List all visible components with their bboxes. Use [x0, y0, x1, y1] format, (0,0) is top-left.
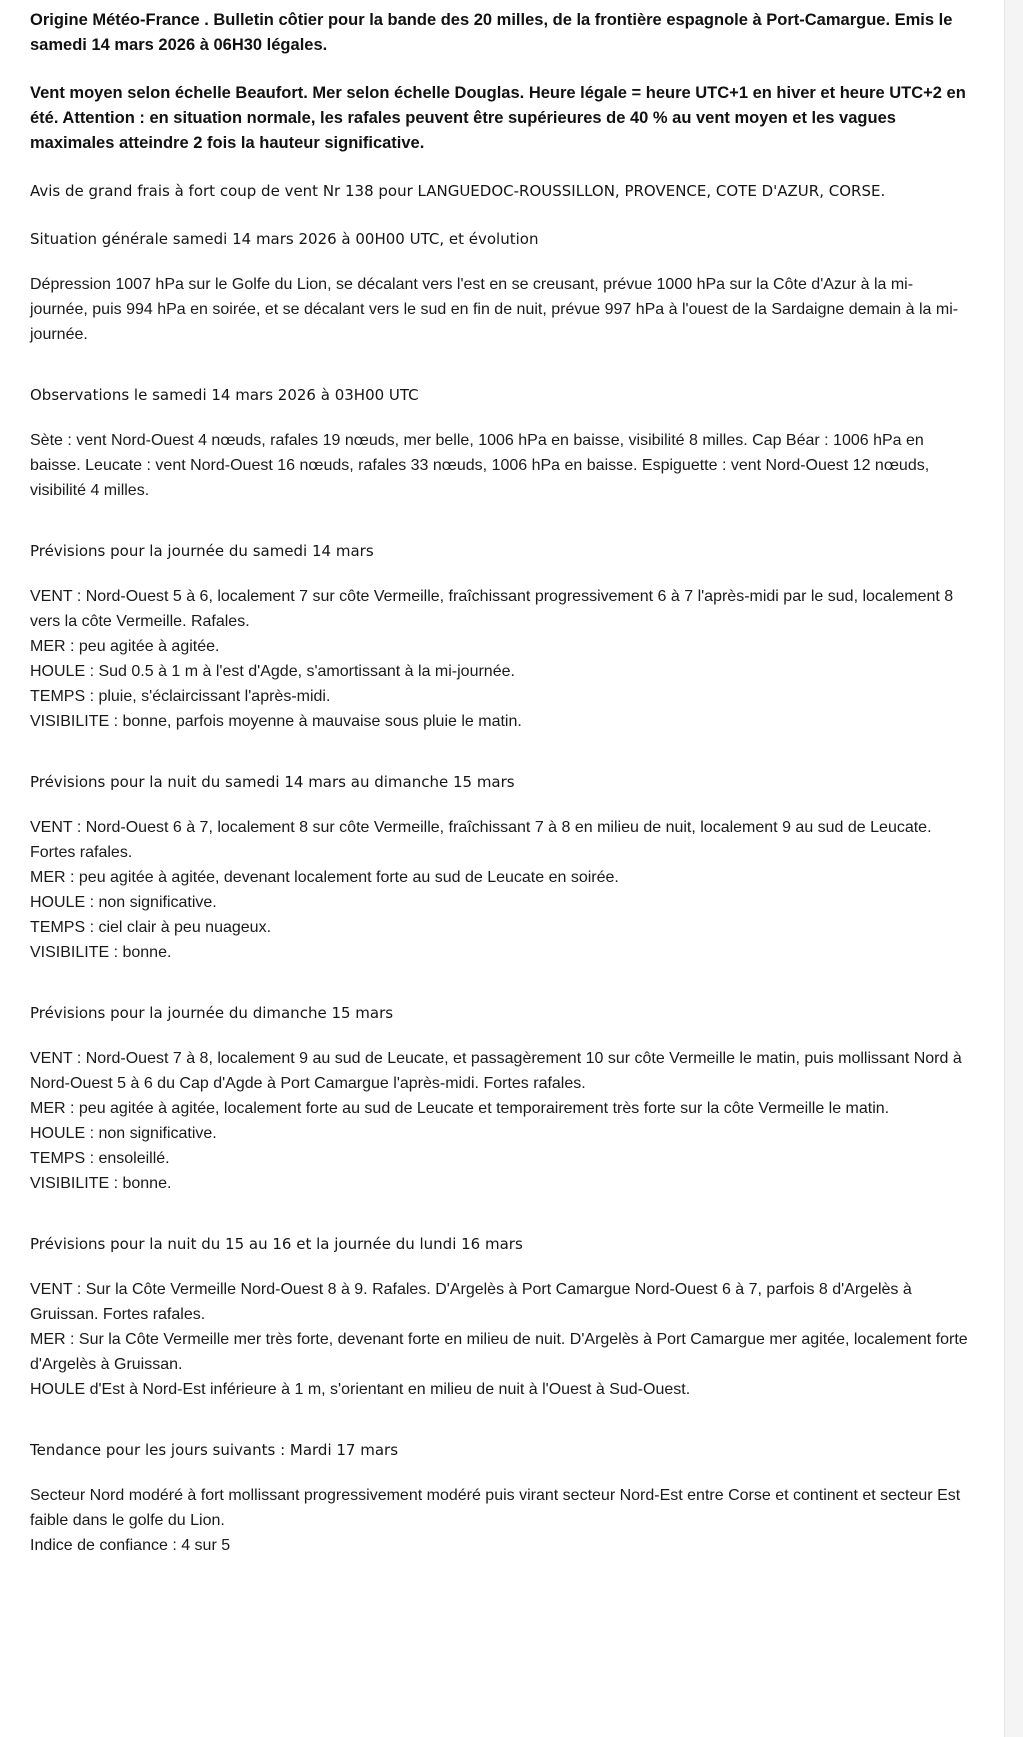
section-forecast-sunday-day: [30, 1001, 970, 1196]
forecast-houle: HOULE : non significative.: [30, 1125, 217, 1142]
forecast-mer: MER : peu agitée à agitée, localement forte au sud de Leucate et temporairement très forte sur la côte Vermeille le matin.: [30, 1100, 890, 1117]
situation-text: Dépression 1007 hPa sur le Golfe du Lion, se décalant vers l'est en se creusant, prévue 1000 hPa sur la Côte d'Azur à la mi-journée, puis 994 hPa en soirée, et se décalant vers le sud en fin de nuit, prévue 997 hPa à l'ouest de la Sardaigne demain à la mi-journée.: [30, 276, 959, 343]
section-heading-forecast-saturday-day: Prévisions pour la journée du samedi 14 mars: [30, 542, 374, 560]
section-forecast-monday: [30, 1232, 970, 1402]
forecast-mer: MER : peu agitée à agitée, devenant localement forte au sud de Leucate en soirée.: [30, 869, 619, 886]
bulletin-origin: Origine Météo-France . Bulletin côtier pour la bande des 20 milles, de la frontière espagnole à Port-Camargue. Emis le samedi 14 mars 2026 à 06H30 légales.: [30, 11, 953, 54]
forecast-monday-body: [30, 1277, 970, 1402]
forecast-houle: HOULE : non significative.: [30, 894, 217, 911]
forecast-vent: VENT : Nord-Ouest 6 à 7, localement 8 sur côte Vermeille, fraîchissant 7 à 8 en milieu de nuit, localement 9 au sud de Leucate. Fortes rafales.: [30, 819, 932, 861]
section-forecast-saturday-night: [30, 770, 970, 965]
forecast-visibilite: VISIBILITE : bonne, parfois moyenne à mauvaise sous pluie le matin.: [30, 713, 522, 730]
trend-body: [30, 1483, 970, 1558]
forecast-vent: VENT : Sur la Côte Vermeille Nord-Ouest 8 à 9. Rafales. D'Argelès à Port Camargue Nord-Ouest 6 à 7, parfois 8 d'Argelès à Gruissan. Fortes rafales.: [30, 1281, 912, 1323]
section-heading-forecast-sunday-day: Prévisions pour la journée du dimanche 15 mars: [30, 1004, 394, 1022]
forecast-mer: MER : Sur la Côte Vermeille mer très forte, devenant forte en milieu de nuit. D'Argelès à Port Camargue mer agitée, localement forte d'Argelès à Gruissan.: [30, 1331, 968, 1373]
section-trend: [30, 1438, 970, 1558]
trend-text: Secteur Nord modéré à fort mollissant progressivement modéré puis virant secteur Nord-Est entre Corse et continent et secteur Est faible dans le golfe du Lion.: [30, 1487, 961, 1529]
forecast-houle: HOULE : Sud 0.5 à 1 m à l'est d'Agde, s'amortissant à la mi-journée.: [30, 663, 515, 680]
forecast-saturday-night-body: [30, 815, 970, 965]
section-heading-situation: Situation générale samedi 14 mars 2026 à 00H00 UTC, et évolution: [30, 230, 539, 248]
forecast-sunday-day-body: [30, 1046, 970, 1196]
forecast-mer: MER : peu agitée à agitée.: [30, 638, 220, 655]
forecast-visibilite: VISIBILITE : bonne.: [30, 944, 172, 961]
forecast-temps: TEMPS : ciel clair à peu nuageux.: [30, 919, 272, 936]
forecast-houle: HOULE d'Est à Nord-Est inférieure à 1 m, s'orientant en milieu de nuit à l'Ouest à Sud-Ouest.: [30, 1381, 691, 1398]
observations-text: Sète : vent Nord-Ouest 4 nœuds, rafales 19 nœuds, mer belle, 1006 hPa en baisse, visibilité 8 milles. Cap Béar : 1006 hPa en baisse. Leucate : vent Nord-Ouest 16 nœuds, rafales 33 nœuds, 1006 hPa en baisse. Espiguette : vent Nord-Ouest 12 nœuds, visibilité 4 milles.: [30, 432, 930, 499]
bulletin-scale-notice: Vent moyen selon échelle Beaufort. Mer selon échelle Douglas. Heure légale = heure UTC+1 en hiver et heure UTC+2 en été. Attention : en situation normale, les rafales peuvent être supérieures de 40 % au vent moyen et les vagues maximales atteindre 2 fois la hauteur significative.: [30, 84, 966, 152]
forecast-temps: TEMPS : ensoleillé.: [30, 1150, 170, 1167]
section-forecast-saturday-day: [30, 539, 970, 734]
section-heading-observations: Observations le samedi 14 mars 2026 à 03H00 UTC: [30, 386, 419, 404]
forecast-visibilite: VISIBILITE : bonne.: [30, 1175, 172, 1192]
section-heading-forecast-saturday-night: Prévisions pour la nuit du samedi 14 mars au dimanche 15 mars: [30, 773, 515, 791]
forecast-vent: VENT : Nord-Ouest 5 à 6, localement 7 sur côte Vermeille, fraîchissant progressivement 6 à 7 l'après-midi par le sud, localement 8 vers la côte Vermeille. Rafales.: [30, 588, 954, 630]
vertical-scrollbar[interactable]: [1004, 0, 1023, 1737]
section-heading-forecast-monday: Prévisions pour la nuit du 15 au 16 et la journée du lundi 16 mars: [30, 1235, 523, 1253]
forecast-saturday-day-body: [30, 584, 970, 734]
section-situation: [30, 227, 970, 347]
gale-warning: Avis de grand frais à fort coup de vent Nr 138 pour LANGUEDOC-ROUSSILLON, PROVENCE, COTE D'AZUR, CORSE.: [30, 182, 886, 200]
section-heading-trend: Tendance pour les jours suivants : Mardi 17 mars: [30, 1441, 399, 1459]
bulletin-content: [30, 8, 970, 1594]
section-observations: [30, 383, 970, 503]
confidence-index: Indice de confiance : 4 sur 5: [30, 1537, 231, 1554]
forecast-temps: TEMPS : pluie, s'éclaircissant l'après-midi.: [30, 688, 331, 705]
forecast-vent: VENT : Nord-Ouest 7 à 8, localement 9 au sud de Leucate, et passagèrement 10 sur côte Vermeille le matin, puis mollissant Nord à Nord-Ouest 5 à 6 du Cap d'Agde à Port Camargue l'après-midi. Fortes rafales.: [30, 1050, 962, 1092]
